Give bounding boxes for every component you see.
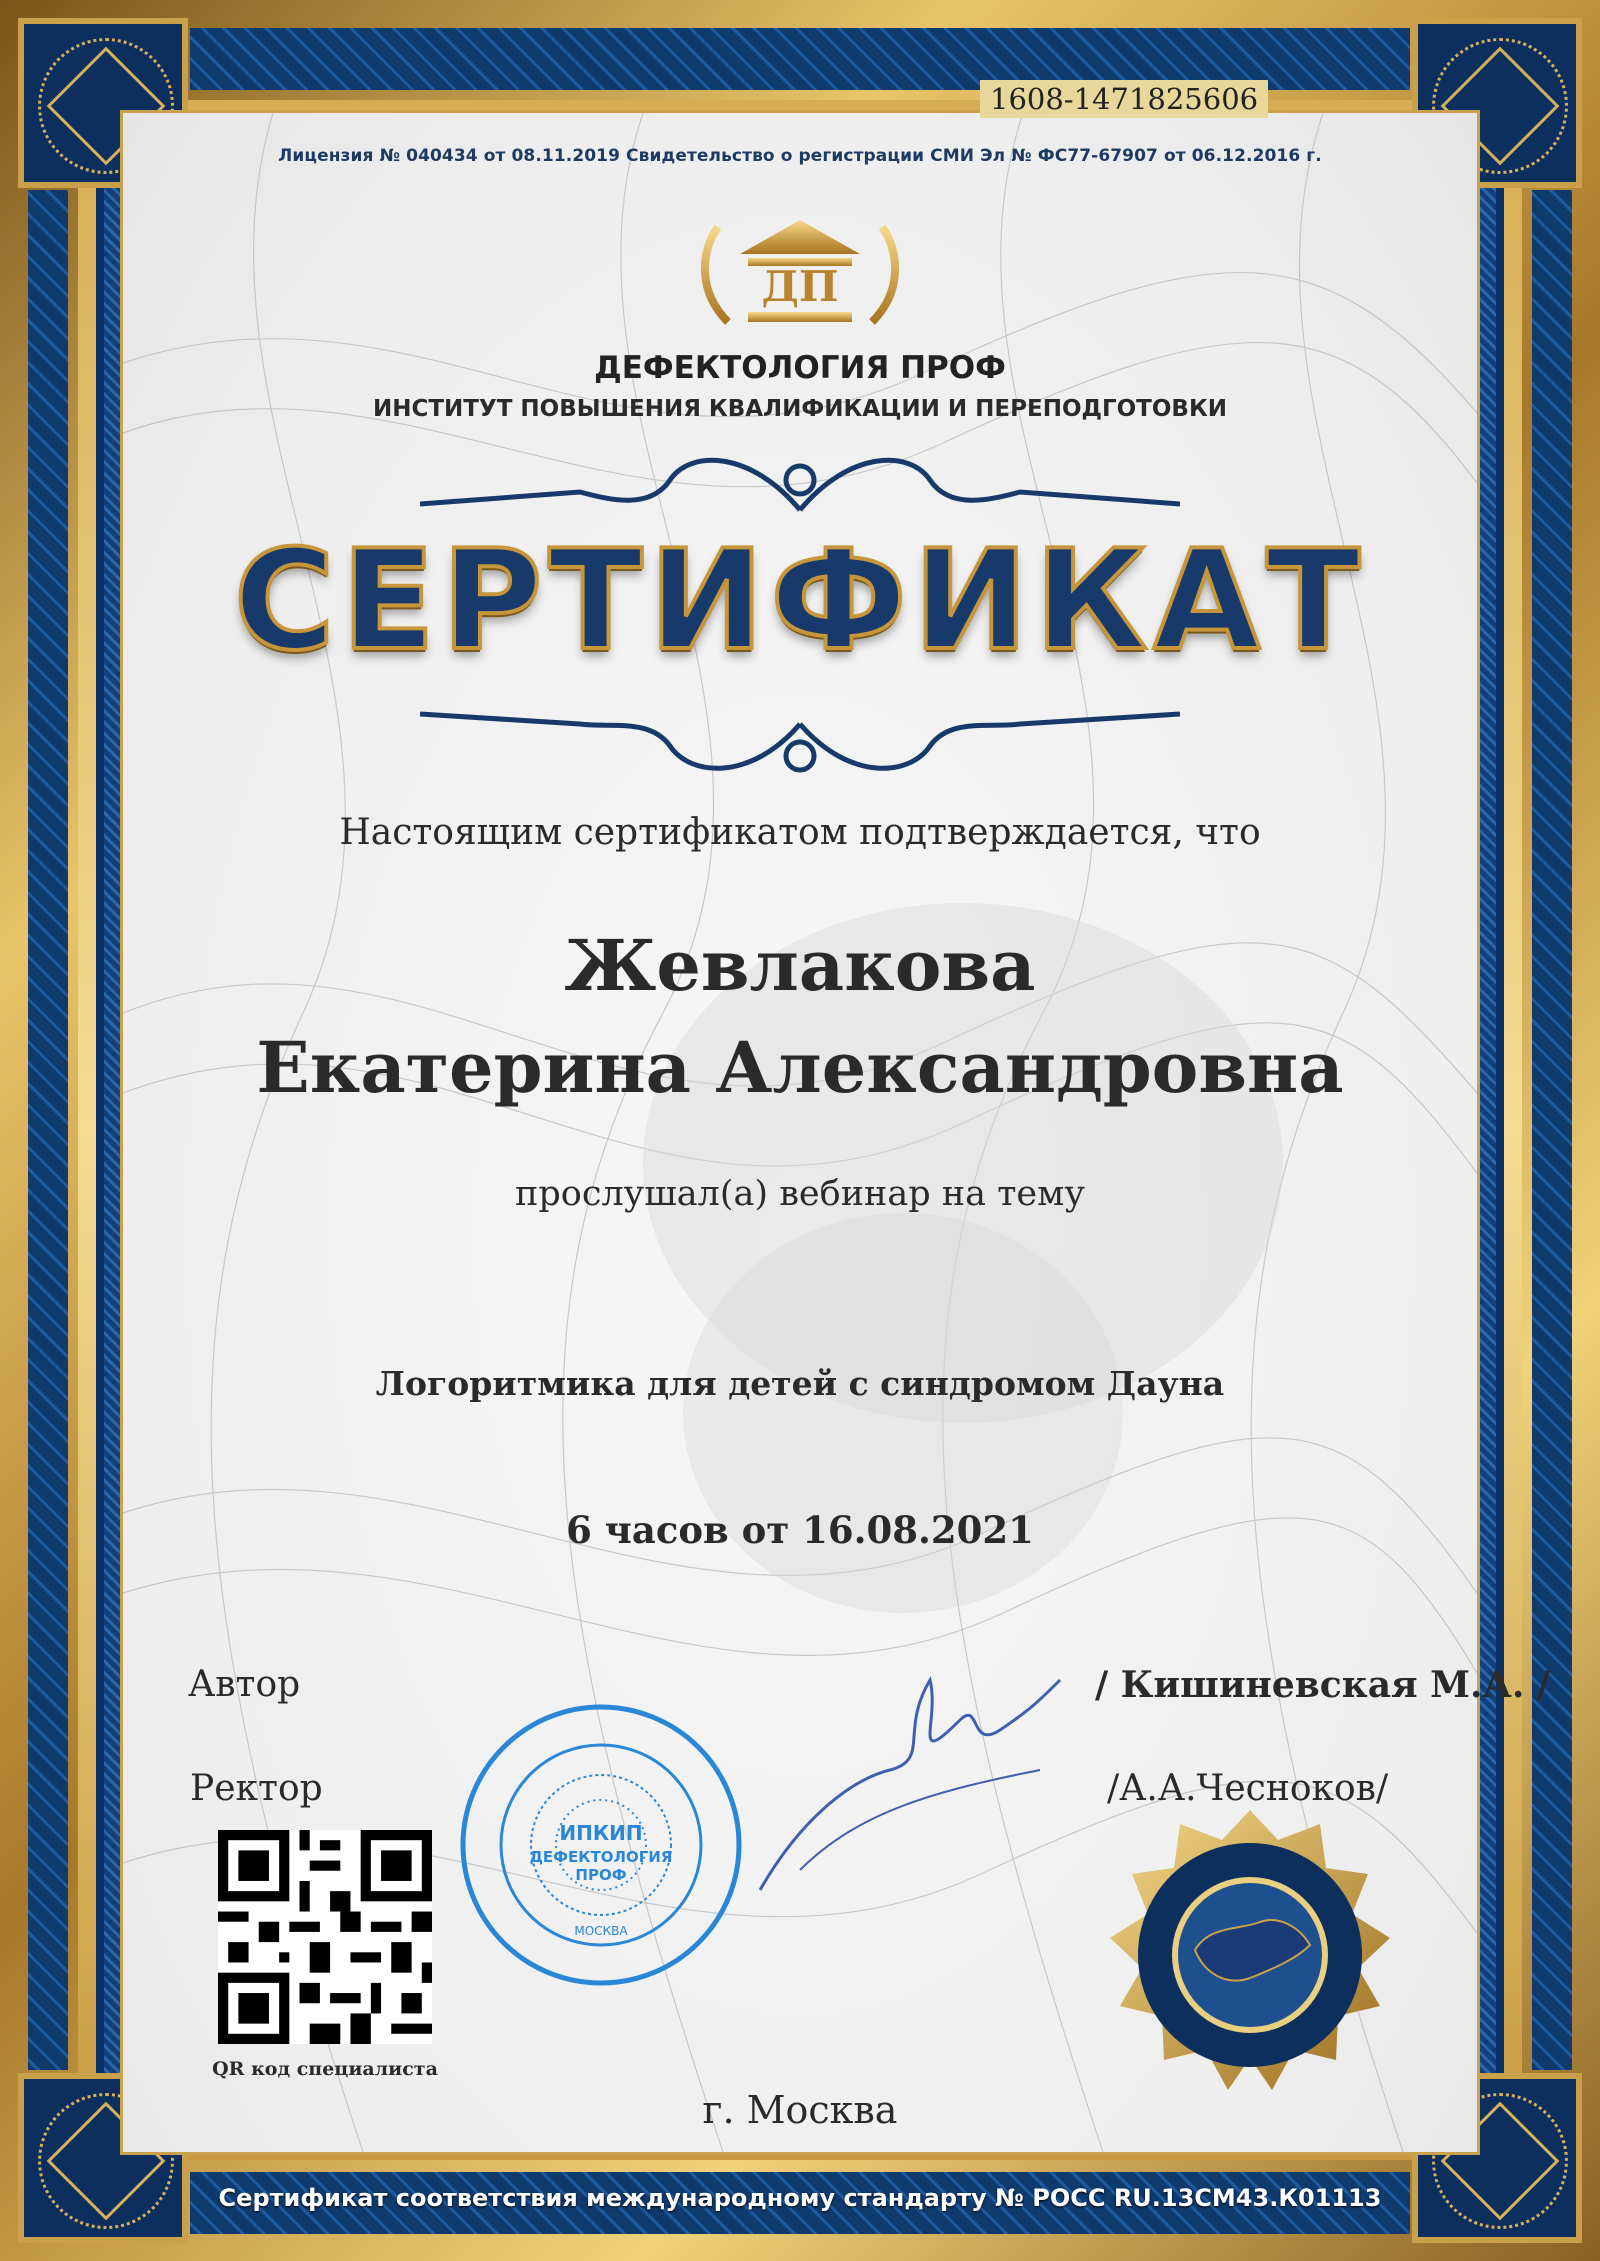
- qr-code[interactable]: [218, 1830, 432, 2044]
- recipient-first-middle-name: Екатерина Александровна: [256, 1026, 1344, 1109]
- hours-and-date: 6 часов от 16.08.2021: [566, 1508, 1034, 1552]
- intro-text: Настоящим сертификатом подтверждается, что: [339, 812, 1261, 853]
- footer-certificate-standard: Сертификат соответствия международному стандарту № РОСС RU.13СМ43.К01113: [218, 2184, 1382, 2212]
- city-text: г. Москва: [702, 2088, 898, 2132]
- signature-icon: [740, 1660, 1080, 1900]
- certification-seal-icon: [1100, 1810, 1400, 2110]
- ornament-divider-icon: [420, 440, 1180, 520]
- frame-band-right: [1532, 190, 1572, 2070]
- serial-number: 1608-1471825606: [980, 80, 1268, 118]
- organization-subtitle: ИНСТИТУТ ПОВЫШЕНИЯ КВАЛИФИКАЦИИ И ПЕРЕПОДГОТОВКИ: [372, 396, 1228, 422]
- rector-role-label: Ректор: [190, 1768, 323, 1809]
- logo-text: ДП: [761, 262, 839, 311]
- recipient-last-name: Жевлакова: [564, 924, 1036, 1007]
- listened-text: прослушал(а) вебинар на тему: [515, 1174, 1085, 1214]
- rector-name: /А.А.Чесноков/: [1107, 1768, 1389, 1809]
- organization-name: ДЕФЕКТОЛОГИЯ ПРОФ: [594, 350, 1006, 386]
- svg-text:МОСКВА: МОСКВА: [574, 1924, 628, 1938]
- ornament-divider-icon: [420, 700, 1180, 790]
- author-name: / Кишиневская М.А. /: [1095, 1664, 1551, 1706]
- svg-text:ПРОФ: ПРОФ: [575, 1866, 627, 1884]
- webinar-topic: Логоритмика для детей с синдромом Дауна: [375, 1364, 1225, 1403]
- qr-caption: QR код специалиста: [212, 2058, 438, 2080]
- svg-text:ИПКИП: ИПКИП: [559, 1821, 643, 1845]
- qr-code-icon: [218, 1830, 432, 2044]
- frame-band-left: [28, 190, 68, 2070]
- svg-text:ДЕФЕКТОЛОГИЯ: ДЕФЕКТОЛОГИЯ: [529, 1848, 673, 1866]
- certificate-title: СЕРТИФИКАТ: [233, 520, 1367, 681]
- author-role-label: Автор: [188, 1664, 301, 1705]
- license-line: Лицензия № 040434 от 08.11.2019 Свидетельство о регистрации СМИ Эл № ФС77-67907 от 06.12.2016 г.: [278, 146, 1322, 166]
- official-stamp-icon: [456, 1700, 746, 1990]
